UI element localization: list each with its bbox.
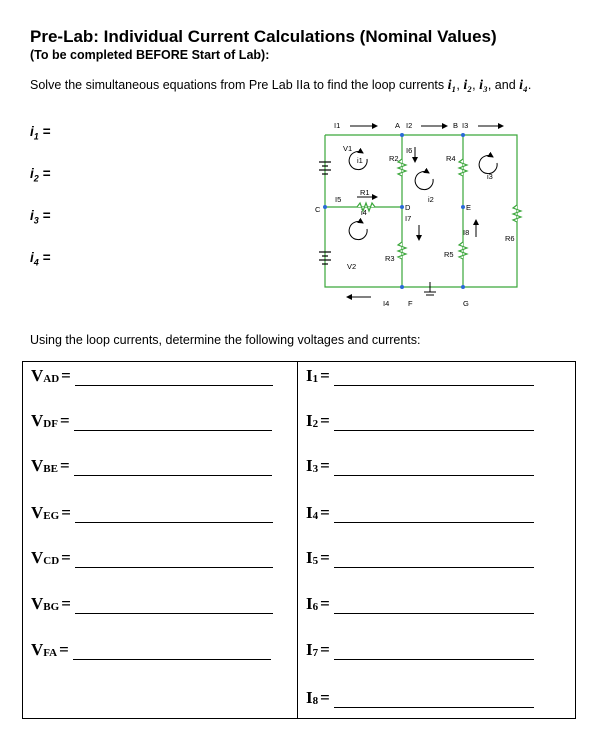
label-I3: I3 bbox=[462, 121, 469, 130]
current-label: $I_8$ bbox=[306, 688, 319, 707]
answer-line-vbe[interactable] bbox=[74, 460, 272, 476]
label-C: C bbox=[315, 205, 321, 214]
label-I7: I7 bbox=[405, 214, 412, 223]
voltage-label: $V_{CD}$ bbox=[31, 548, 60, 567]
answer-line-i3[interactable] bbox=[334, 460, 534, 476]
label-I2: I2 bbox=[406, 121, 413, 130]
answer-line-i4[interactable] bbox=[334, 507, 534, 523]
voltage-label: $V_{EG}$ bbox=[31, 503, 60, 522]
label-i2: i2 bbox=[428, 195, 434, 204]
current-row-i3 bbox=[306, 456, 534, 476]
equals-sign: = bbox=[320, 456, 330, 475]
label-R3: R3 bbox=[385, 254, 395, 263]
voltage-row-vad bbox=[31, 366, 273, 386]
instruction-i4: i₄ bbox=[519, 78, 528, 93]
equals-sign: = bbox=[61, 503, 71, 522]
answer-line-vcd[interactable] bbox=[75, 552, 273, 568]
loop-arrow-i3 bbox=[479, 156, 497, 174]
label-D: D bbox=[405, 203, 411, 212]
current-row-i4 bbox=[306, 503, 534, 523]
voltage-row-veg bbox=[31, 503, 273, 523]
label-I6: I6 bbox=[406, 146, 413, 155]
label-G: G bbox=[463, 299, 469, 308]
label-R2: R2 bbox=[389, 154, 399, 163]
page-subtitle: (To be completed BEFORE Start of Lab): bbox=[30, 48, 270, 62]
voltage-label: $V_{AD}$ bbox=[31, 366, 60, 385]
label-V2: V2 bbox=[347, 262, 357, 271]
label-I8: I8 bbox=[463, 228, 470, 237]
equals-sign: = bbox=[320, 548, 330, 567]
instruction-i3: i₃ bbox=[479, 78, 488, 93]
loop-label-name: i bbox=[30, 166, 34, 181]
label-V1: V1 bbox=[343, 144, 353, 153]
label-F: F bbox=[408, 299, 413, 308]
label-i4: i4 bbox=[361, 208, 367, 217]
label-I4: I4 bbox=[383, 299, 390, 308]
current-label: $I_3$ bbox=[306, 456, 319, 475]
loop-arrow-i2 bbox=[415, 172, 433, 190]
label-R6: R6 bbox=[505, 234, 515, 243]
section-instruction: Using the loop currents, determine the following voltages and currents: bbox=[30, 333, 421, 347]
resistor-r3 bbox=[398, 242, 406, 259]
loop-label-sub: 3 bbox=[33, 215, 39, 226]
current-row-i2 bbox=[306, 411, 534, 431]
circuit-diagram bbox=[305, 117, 555, 312]
current-row-i8 bbox=[306, 688, 534, 708]
instruction-end: . bbox=[527, 78, 532, 92]
current-label: $I_6$ bbox=[306, 594, 319, 613]
answer-line-i7[interactable] bbox=[334, 644, 534, 660]
resistor-r5 bbox=[459, 242, 467, 259]
instruction-sep: , and bbox=[487, 78, 520, 92]
label-i3: i3 bbox=[487, 172, 493, 181]
equals-sign: = bbox=[59, 411, 70, 430]
answer-line-i5[interactable] bbox=[334, 552, 534, 568]
current-arrows bbox=[347, 126, 503, 297]
label-I1: I1 bbox=[334, 121, 341, 130]
loop-label-eq: = bbox=[42, 166, 51, 181]
equals-sign: = bbox=[61, 594, 71, 613]
voltage-label: $V_{BG}$ bbox=[31, 594, 60, 613]
resistor-r6 bbox=[513, 205, 521, 222]
equals-sign: = bbox=[61, 366, 71, 385]
equals-sign: = bbox=[320, 594, 330, 613]
voltage-label: $V_{DF}$ bbox=[31, 411, 58, 430]
voltage-row-vdf bbox=[31, 411, 272, 431]
label-R1: R1 bbox=[360, 188, 370, 197]
equals-sign: = bbox=[320, 688, 330, 707]
answer-line-vdf[interactable] bbox=[74, 415, 272, 431]
current-label: $I_7$ bbox=[306, 640, 319, 659]
answer-line-i8[interactable] bbox=[334, 692, 534, 708]
resistor-r4 bbox=[459, 159, 467, 176]
equals-sign: = bbox=[320, 503, 330, 522]
voltage-row-vfa bbox=[31, 640, 271, 660]
equals-sign: = bbox=[320, 640, 330, 659]
loop-label-sub: 2 bbox=[33, 173, 39, 184]
table-divider bbox=[297, 362, 298, 718]
label-i1: i1 bbox=[357, 156, 363, 165]
answer-line-vad[interactable] bbox=[75, 370, 273, 386]
answer-line-vbg[interactable] bbox=[75, 598, 273, 614]
equals-sign: = bbox=[59, 456, 70, 475]
voltage-row-vbg bbox=[31, 594, 273, 614]
equals-sign: = bbox=[61, 548, 71, 567]
voltage-row-vbe bbox=[31, 456, 272, 476]
answer-line-vfa[interactable] bbox=[73, 644, 271, 660]
loop-current-i3 bbox=[30, 208, 50, 226]
ground-icon bbox=[424, 282, 436, 295]
loop-label-eq: = bbox=[42, 124, 51, 139]
answer-line-i6[interactable] bbox=[334, 598, 534, 614]
loop-current-i2 bbox=[30, 166, 50, 184]
current-label: $I_4$ bbox=[306, 503, 319, 522]
loop-arrows bbox=[349, 152, 497, 240]
loop-current-i1 bbox=[30, 124, 50, 142]
label-I5: I5 bbox=[335, 195, 342, 204]
instruction-text bbox=[30, 78, 531, 94]
current-row-i6 bbox=[306, 594, 534, 614]
answer-line-i1[interactable] bbox=[334, 370, 534, 386]
instruction-i1: i₁ bbox=[447, 78, 457, 93]
instruction-i2: i₂ bbox=[463, 78, 473, 93]
resistor-r2 bbox=[398, 159, 406, 176]
current-row-i1 bbox=[306, 366, 534, 386]
instruction-sep: , bbox=[472, 78, 480, 92]
current-label: $I_5$ bbox=[306, 548, 319, 567]
label-B: B bbox=[453, 121, 459, 130]
equals-sign: = bbox=[320, 411, 330, 430]
loop-label-sub: 4 bbox=[33, 257, 39, 268]
answer-line-i2[interactable] bbox=[334, 415, 534, 431]
resistors bbox=[357, 159, 521, 259]
current-row-i7 bbox=[306, 640, 534, 660]
equals-sign: = bbox=[320, 366, 330, 385]
answer-line-veg[interactable] bbox=[75, 507, 273, 523]
page-title: Pre-Lab: Individual Current Calculations (Nominal Values) bbox=[30, 27, 497, 46]
label-R4: R4 bbox=[446, 154, 456, 163]
instruction-sep: , bbox=[456, 78, 464, 92]
current-label: $I_1$ bbox=[306, 366, 319, 385]
loop-label-name: i bbox=[30, 124, 34, 139]
current-row-i5 bbox=[306, 548, 534, 568]
loop-label-name: i bbox=[30, 250, 34, 265]
loop-arrow-i4 bbox=[349, 222, 367, 240]
label-A: A bbox=[395, 121, 401, 130]
label-E: E bbox=[466, 203, 472, 212]
loop-label-eq: = bbox=[42, 208, 51, 223]
voltage-label: $V_{FA}$ bbox=[31, 640, 58, 659]
equals-sign: = bbox=[59, 640, 69, 659]
instruction-prefix: Solve the simultaneous equations from Pre Lab IIa to find the loop currents bbox=[30, 78, 448, 92]
label-R5: R5 bbox=[444, 250, 454, 259]
loop-label-name: i bbox=[30, 208, 34, 223]
voltage-row-vcd bbox=[31, 548, 273, 568]
voltage-label: $V_{BE}$ bbox=[31, 456, 58, 475]
loop-current-i4 bbox=[30, 250, 50, 268]
current-label: $I_2$ bbox=[306, 411, 319, 430]
loop-label-sub: 1 bbox=[33, 131, 39, 142]
loop-label-eq: = bbox=[42, 250, 51, 265]
